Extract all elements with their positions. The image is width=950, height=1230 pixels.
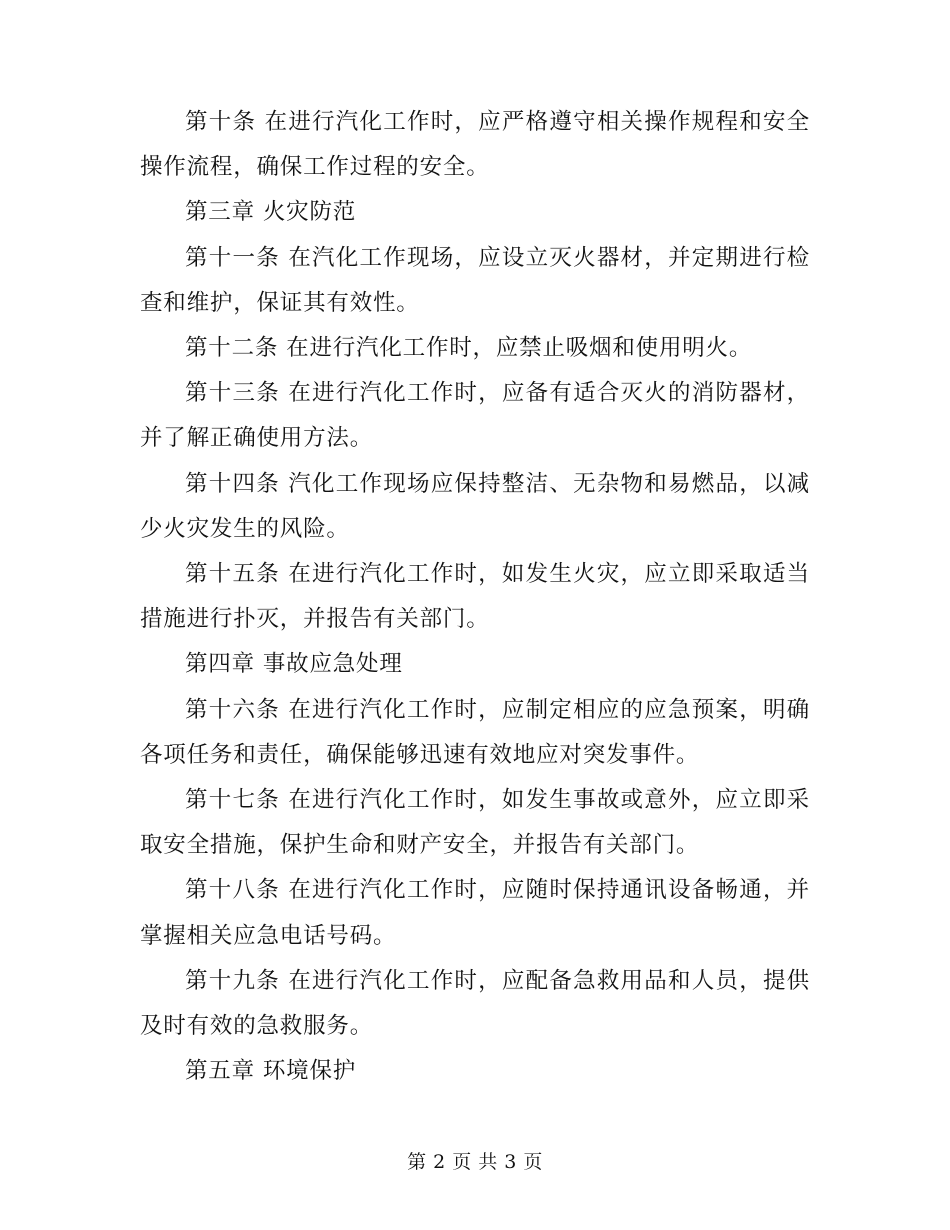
article-10: 第十条 在进行汽化工作时，应严格遵守相关操作规程和安全操作流程，确保工作过程的安全。 — [140, 109, 810, 181]
article-11: 第十一条 在汽化工作现场，应设立灭火器材，并定期进行检查和维护，保证其有效性。 — [140, 244, 810, 316]
article-16: 第十六条 在进行汽化工作时，应制定相应的应急预案，明确各项任务和责任，确保能够迅速有效地应对突发事件。 — [140, 696, 810, 768]
chapter-4-heading: 第四章 事故应急处理 — [185, 651, 403, 678]
article-18: 第十八条 在进行汽化工作时，应随时保持通讯设备畅通，并掌握相关应急电话号码。 — [140, 877, 810, 949]
document-body — [140, 100, 810, 1094]
article-17: 第十七条 在进行汽化工作时，如发生事故或意外，应立即采取安全措施，保护生命和财产安全，并报告有关部门。 — [140, 787, 810, 859]
article-19: 第十九条 在进行汽化工作时，应配备急救用品和人员，提供及时有效的急救服务。 — [140, 967, 810, 1040]
article-12: 第十二条 在进行汽化工作时，应禁止吸烟和使用明火。 — [185, 335, 753, 362]
article-14: 第十四条 汽化工作现场应保持整洁、无杂物和易燃品，以减少火灾发生的风险。 — [140, 470, 810, 542]
article-15: 第十五条 在进行汽化工作时，如发生火灾，应立即采取适当措施进行扑灭，并报告有关部门。 — [140, 561, 810, 633]
article-13: 第十三条 在进行汽化工作时，应备有适合灭火的消防器材，并了解正确使用方法。 — [140, 380, 810, 452]
chapter-3-heading: 第三章 火灾防范 — [185, 199, 357, 226]
page-number-footer: 第 2 页 共 3 页 — [407, 1151, 543, 1173]
chapter-5-heading: 第五章 环境保护 — [185, 1058, 357, 1085]
